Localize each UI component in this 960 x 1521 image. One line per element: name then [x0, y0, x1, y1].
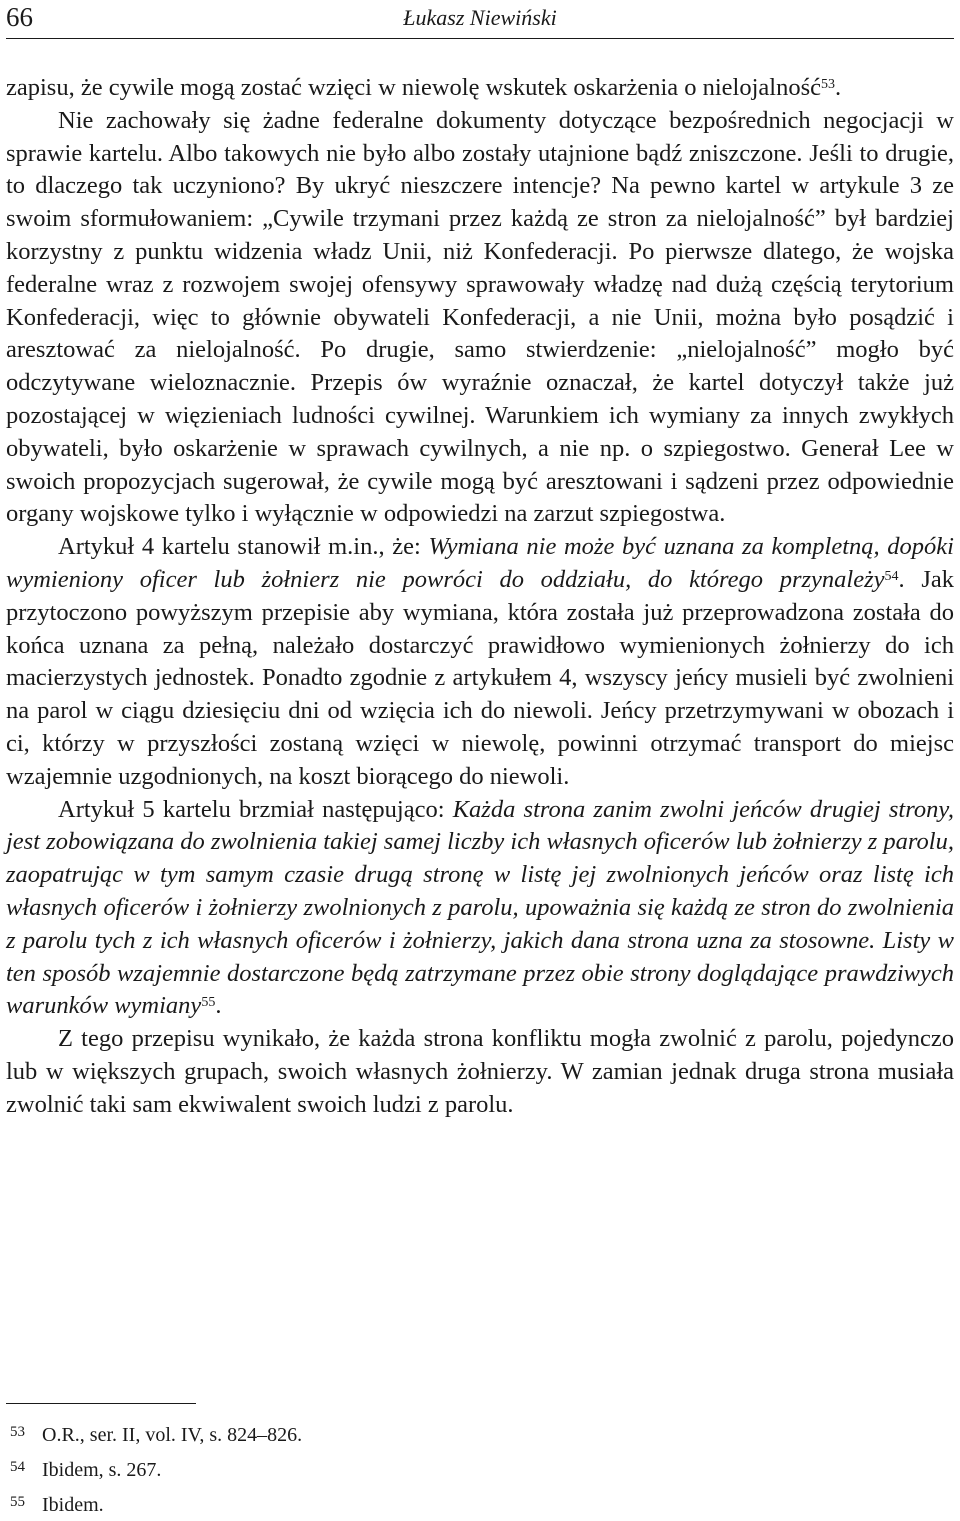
paragraph-text: Nie zachowały się żadne federalne dokumenty dotyczące bezpośrednich negocjacji w sprawie kartelu. Albo takowych nie było albo zostały utajnione bądź zniszczone. Jeśli to drugie, to dlaczego tak uczyniono? By ukryć nieszczere intencje? Na pewno kartel w artykule 3 ze swoim sformułowaniem: „Cywile trzymani przez każdą ze stron za nielojalność” był bardziej korzystny z punktu widzenia władz Unii, niż Konfederacji. Po pierwsze dlatego, że wojska federalne wraz z rozwojem swojej ofensywy sprawowały władzę nad dużą częścią terytorium Konfederacji, więc to głównie obywateli Konfederacji, a nie Unii, można było posądzić i aresztować za nielojalność. Po drugie, samo stwierdzenie: „nielojalność” mogło być odczytywane wieloznacznie. Przepis ów wyraźnie oznaczał, że kartel dotyczył także już pozostającej w więzieniach ludności cywilnej. Warunkiem ich wymiany za innych zwykłych obywateli, było oskarżenie w sprawach cywilnych, a nie np. o szpiegostwo. Generał Lee w swoich propozycjach sugerował, że cywile mogą być aresztowani i sądzeni przez odpowiednie organy wojskowe tylko i wyłącznie w odpowiedzi na zarzut szpiegostwa.	[6, 106, 954, 528]
footnote-53	[6, 1416, 954, 1451]
quote-article-4: Wymiana nie może być uznana za kompletną, dopóki wymieniony oficer lub żołnierz nie powróci do oddziału, do którego przynależy	[6, 533, 954, 593]
footnote-54	[6, 1451, 954, 1486]
paragraph-text: . Jak przytoczono powyższym przepisie aby wymiana, która została już przeprowadzona została do końca uznana za pełną, należało dostarczyć prawidłowo wymienionych żołnierzy do ich macierzystych jednostek. Ponadto zgodnie z artykułem 4, wszyscy jeńcy musieli być zwolnieni na parol w ciągu dziesięciu dni od wzięcia ich do niewoli. Jeńcy przetrzymywani w obozach i ci, którzy w przyszłości zostaną wzięci w niewolę, powinni otrzymać transport do miejsc wzajemnie uzgodnionych, na koszt biorącego do niewoli.	[6, 565, 954, 790]
running-head-author: Łukasz Niewiński	[403, 5, 557, 30]
footnote-ref-54[interactable]: 54	[884, 568, 899, 584]
footnote-ref-55[interactable]: 55	[201, 995, 216, 1011]
footnote-rule	[6, 1403, 196, 1404]
paragraph-4	[6, 794, 954, 1024]
paragraph-1	[6, 72, 954, 105]
paragraph-text: .	[215, 992, 222, 1020]
footnote-number: 53	[10, 1424, 25, 1440]
footnote-ref-53[interactable]: 53	[821, 77, 836, 92]
page-number: 66	[6, 2, 33, 32]
page-header	[6, 0, 954, 40]
footnote-text: Ibidem.	[42, 1494, 104, 1516]
header-rule	[6, 38, 954, 39]
quote-article-5: Każda strona zanim zwolni jeńców drugiej strony, jest zobowiązana do zwolnienia takiej samej liczby ich własnych oficerów lub żołnierzy z parolu, zaopatrując w tym samym czasie drugą stronę w listę jej zwolnionych jeńców oraz listę ich własnych oficerów i żołnierzy zwolnionych z parolu, upoważnia się każdą ze stron do zwolnienia z parolu tych z ich własnych oficerów i żołnierzy, jakich dana strona uzna za stosowne. Listy w ten sposób wzajemnie dostarczone będą zatrzymane przez obie strony doglądające prawdziwych warunków wymiany	[6, 795, 954, 1020]
body-text	[6, 72, 954, 1122]
footnotes	[6, 1416, 954, 1521]
paragraph-3	[6, 531, 954, 793]
paragraph-text: Z tego przepisu wynikało, że każda strona konfliktu mogła zwolnić z parolu, pojedynczo lub w większych grupach, swoich własnych żołnierzy. W zamian jednak druga strona musiała zwolnić taki sam ekwiwalent swoich ludzi z parolu.	[6, 1025, 954, 1118]
paragraph-text: zapisu, że cywile mogą zostać wzięci w niewolę wskutek oskarżenia o nielojalność	[6, 74, 822, 101]
footnote-number: 55	[10, 1494, 25, 1510]
paragraph-text: Artykuł 4 kartelu stanowił m.in., że:	[58, 533, 429, 561]
footnote-55	[6, 1486, 954, 1521]
paragraph-text: .	[835, 74, 842, 101]
paragraph-2	[6, 105, 954, 531]
paragraph-5	[6, 1023, 954, 1121]
footnote-text: Ibidem, s. 267.	[42, 1459, 162, 1481]
footnote-number: 54	[10, 1459, 25, 1475]
footnote-text: O.R., ser. II, vol. IV, s. 824–826.	[42, 1424, 303, 1446]
paragraph-text: Artykuł 5 kartelu brzmiał następująco:	[58, 795, 453, 823]
